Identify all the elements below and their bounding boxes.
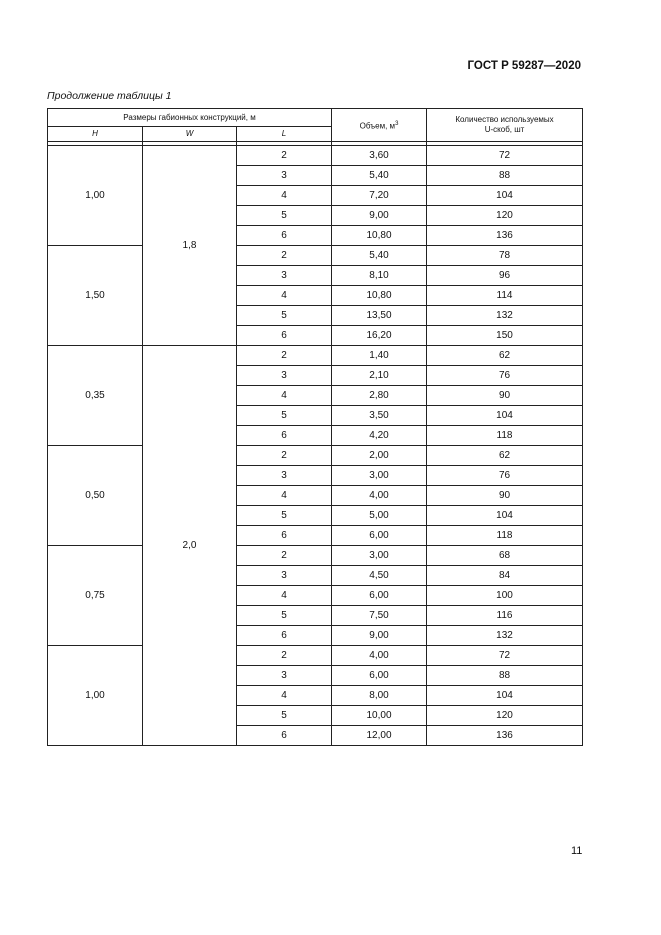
gabion-table: [47, 108, 583, 746]
volume-cell: 6,00: [332, 666, 427, 686]
count-cell: 100: [427, 586, 583, 606]
height-cell: 1,00: [48, 146, 143, 246]
count-cell: 136: [427, 226, 583, 246]
volume-cell: 2,10: [332, 366, 427, 386]
count-cell: 84: [427, 566, 583, 586]
height-cell: 0,50: [48, 446, 143, 546]
header-count-line1: Количество используемых: [455, 115, 554, 124]
count-cell: 120: [427, 206, 583, 226]
count-cell: 104: [427, 186, 583, 206]
length-cell: 6: [237, 526, 332, 546]
count-cell: 68: [427, 546, 583, 566]
volume-cell: 9,00: [332, 626, 427, 646]
volume-cell: 10,80: [332, 226, 427, 246]
height-cell: 1,00: [48, 646, 143, 746]
volume-cell: 9,00: [332, 206, 427, 226]
header-volume: [332, 109, 427, 142]
count-cell: 88: [427, 666, 583, 686]
volume-cell: 8,00: [332, 686, 427, 706]
volume-cell: 1,40: [332, 346, 427, 366]
length-cell: 6: [237, 626, 332, 646]
volume-cell: 4,20: [332, 426, 427, 446]
header-dimensions: Размеры габионных конструкций, м: [48, 109, 332, 127]
length-cell: 5: [237, 706, 332, 726]
count-cell: 90: [427, 486, 583, 506]
standard-code: ГОСТ Р 59287—2020: [467, 60, 581, 72]
count-cell: 118: [427, 426, 583, 446]
volume-cell: 10,80: [332, 286, 427, 306]
volume-cell: 13,50: [332, 306, 427, 326]
table-row: [48, 446, 583, 466]
length-cell: 4: [237, 286, 332, 306]
length-cell: 5: [237, 306, 332, 326]
count-cell: 76: [427, 466, 583, 486]
volume-cell: 2,80: [332, 386, 427, 406]
length-cell: 4: [237, 186, 332, 206]
count-cell: 78: [427, 246, 583, 266]
table-row: [48, 246, 583, 266]
height-cell: 0,35: [48, 346, 143, 446]
count-cell: 72: [427, 146, 583, 166]
volume-cell: 4,00: [332, 646, 427, 666]
length-cell: 3: [237, 366, 332, 386]
header-volume-text: Объем, м: [359, 121, 396, 131]
volume-cell: 10,00: [332, 706, 427, 726]
length-cell: 5: [237, 406, 332, 426]
length-cell: 2: [237, 246, 332, 266]
length-cell: 2: [237, 646, 332, 666]
count-cell: 150: [427, 326, 583, 346]
volume-cell: 4,00: [332, 486, 427, 506]
length-cell: 2: [237, 146, 332, 166]
volume-cell: 3,60: [332, 146, 427, 166]
volume-cell: 16,20: [332, 326, 427, 346]
count-cell: 132: [427, 626, 583, 646]
length-cell: 5: [237, 206, 332, 226]
count-cell: 118: [427, 526, 583, 546]
header-count-line2: U-скоб, шт: [484, 125, 525, 134]
table-caption: Продолжение таблицы 1: [47, 90, 172, 102]
volume-cell: 6,00: [332, 526, 427, 546]
length-cell: 5: [237, 506, 332, 526]
length-cell: 3: [237, 566, 332, 586]
count-cell: 62: [427, 346, 583, 366]
length-cell: 3: [237, 166, 332, 186]
count-cell: 62: [427, 446, 583, 466]
length-cell: 6: [237, 326, 332, 346]
count-cell: 104: [427, 506, 583, 526]
count-cell: 104: [427, 406, 583, 426]
volume-cell: 5,40: [332, 166, 427, 186]
page-number: 11: [571, 845, 583, 857]
length-cell: 6: [237, 226, 332, 246]
count-cell: 116: [427, 606, 583, 626]
volume-cell: 4,50: [332, 566, 427, 586]
count-cell: 136: [427, 726, 583, 746]
length-cell: 4: [237, 586, 332, 606]
volume-cell: 7,20: [332, 186, 427, 206]
length-cell: 3: [237, 466, 332, 486]
volume-cell: 5,40: [332, 246, 427, 266]
header-w: W: [143, 127, 237, 142]
count-cell: 96: [427, 266, 583, 286]
count-cell: 132: [427, 306, 583, 326]
count-cell: 88: [427, 166, 583, 186]
volume-cell: 6,00: [332, 586, 427, 606]
length-cell: 3: [237, 266, 332, 286]
volume-cell: 3,00: [332, 546, 427, 566]
volume-cell: 2,00: [332, 446, 427, 466]
volume-cell: 7,50: [332, 606, 427, 626]
count-cell: 72: [427, 646, 583, 666]
length-cell: 2: [237, 446, 332, 466]
header-count: [427, 109, 583, 142]
length-cell: 4: [237, 486, 332, 506]
table-body: [48, 146, 583, 746]
volume-cell: 12,00: [332, 726, 427, 746]
length-cell: 5: [237, 606, 332, 626]
count-cell: 90: [427, 386, 583, 406]
volume-cell: 3,50: [332, 406, 427, 426]
count-cell: 114: [427, 286, 583, 306]
table-row: [48, 646, 583, 666]
table-row: [48, 346, 583, 366]
height-cell: 1,50: [48, 246, 143, 346]
width-cell: 1,8: [143, 146, 237, 346]
count-cell: 76: [427, 366, 583, 386]
volume-cell: 3,00: [332, 466, 427, 486]
count-cell: 120: [427, 706, 583, 726]
count-cell: 104: [427, 686, 583, 706]
width-cell: 2,0: [143, 346, 237, 746]
length-cell: 2: [237, 546, 332, 566]
volume-cell: 5,00: [332, 506, 427, 526]
volume-cell: 8,10: [332, 266, 427, 286]
length-cell: 6: [237, 426, 332, 446]
length-cell: 4: [237, 686, 332, 706]
table-row: [48, 546, 583, 566]
table-row: [48, 146, 583, 166]
height-cell: 0,75: [48, 546, 143, 646]
header-l: L: [237, 127, 332, 142]
header-h: H: [48, 127, 143, 142]
length-cell: 4: [237, 386, 332, 406]
header-volume-sup: 3: [395, 120, 399, 127]
length-cell: 2: [237, 346, 332, 366]
length-cell: 3: [237, 666, 332, 686]
length-cell: 6: [237, 726, 332, 746]
